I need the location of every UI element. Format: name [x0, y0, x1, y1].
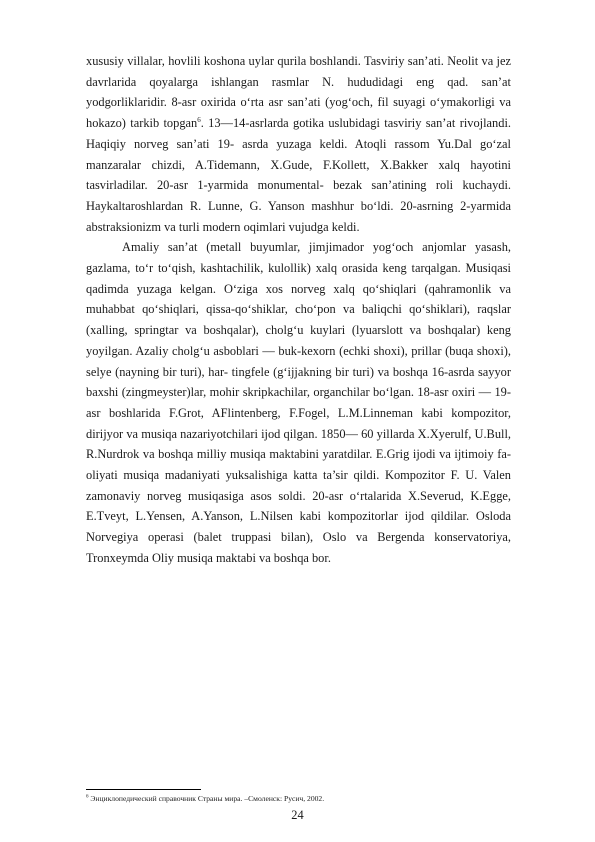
page-body — [86, 51, 511, 569]
footnote — [86, 794, 511, 804]
page-number: 24 — [291, 808, 304, 822]
paragraph-applied-arts-music: Amaliy san’at (metall buyumlar, jimjimador yog‘och anjomlar yasash, gazlama, to‘r to‘qish, kashtachilik, kulollik) xalq orasida keng tarqalgan. Musiqasi qadimda yuzaga kelgan. O‘ziga xos norveg xalq qo‘shiqlari (qahramonlik va muhabbat qo‘shiqlari, qissa-qo‘shiklar, cho‘pon va baliqchi qo‘shiklari), raqslar (xalling, springtar va boshqalar), cholg‘u kuylari (lyuarslott va boshqalar) keng yoyilgan. Azaliy cholg‘u asboblari — buk-kexorn (echki shoxi), prillar (buqa shoxi), selye (nayning bir turi), har- tingfele (g‘ijjakning bir turi) va boshqa 16-asrda sayyor baxshi (zingmeyster)lar, mohir skripkachilar, organchilar bo‘lgan. 18-asr oxiri — 19-asr boshlarida F.Grot, AFlintenberg, F.Fogel, L.M.Linneman kabi kompozitor, dirijyor va musiqa nazariyotchilari ijod qilgan. 1850— 60 yillarda X.Xyerulf, U.Bull, R.Nurdrok va boshqa milliy musiqa maktabini yaratdilar. E.Grig ijodi va ijtimoiy fa-oliyati musiqa madaniyati yuksalishiga katta ta’sir qildi. Kompozitor F. U. Valen zamonaviy norveg musiqasiga asos soldi. 20-asr o‘rtalarida X.Severud, K.Egge, E.Tveyt, L.Yensen, A.Yanson, L.Nilsen kabi kompozitorlar ijod qildilar. Osloda Norvegiya operasi (balet truppasi bilan), Oslo va Bergenda konservatoriya, Tronxeymda Oliy musiqa maktabi va boshqa bor. — [86, 240, 511, 565]
footnote-marker: 6 — [86, 794, 89, 800]
footnote-reference[interactable]: 6 — [197, 115, 201, 124]
paragraph-fine-arts-text-end: . 13—14-asrlarda gotika uslubidagi tasviriy san’at rivojlandi. Haqiqiy norveg san’ati 19- asrda yuzaga keldi. Atoqli rassom Yu.Dal go‘zal manzaralar chizdi, A.Tidemann, X.Gude, F.Kollett, X.Bakker xalq hayotini tasvirladilar. 20-asr 1-yarmida monumental- bezak san’atining roli kuchaydi. Haykaltaroshlardan R. Lunne, G. Yanson mashhur bo‘ldi. 20-asrning 2-yarmida abstraksionizm va turli modern oqimlari vujudga keldi. — [86, 116, 511, 234]
footnote-text: Энциклопедический справочник Страны мира. –Смоленск: Русич, 2002. — [88, 794, 325, 803]
paragraph-fine-arts-text-start: xususiy villalar, hovlili koshona uylar qurila boshlandi. Tasviriy san’ati. Neolit va jez davrlarida qoyalarga ishlangan rasmlar N. hududidagi eng qad. san’at yodgorliklaridir. 8-asr oxirida o‘rta asr san’ati (yog‘och, fil suyagi o‘ymakorligi va hokazo) tarkib topgan — [86, 54, 511, 131]
footnote-separator — [86, 789, 201, 790]
paragraph-fine-arts — [86, 51, 511, 237]
